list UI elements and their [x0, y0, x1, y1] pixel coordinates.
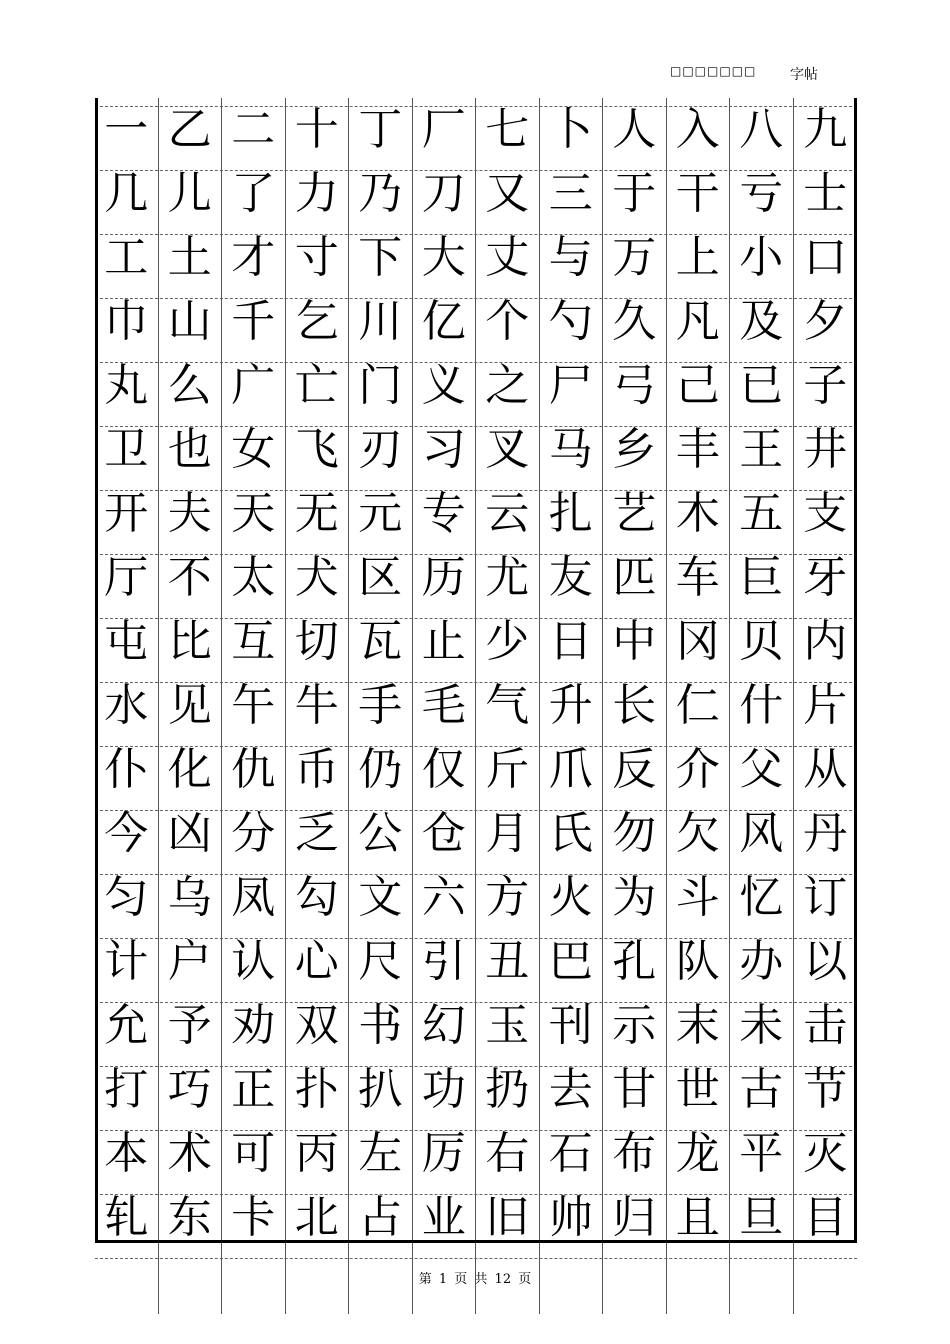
grid-cell: 乏 — [286, 802, 350, 866]
grid-cell: 子 — [803, 360, 848, 411]
grid-cell: 上 — [667, 226, 731, 290]
grid-cell: 历 — [413, 546, 477, 610]
grid-cell: 弓 — [603, 354, 667, 418]
grid-cell: 夫 — [159, 482, 223, 546]
grid-cell: 右 — [476, 1122, 540, 1186]
grid-cell: 长 — [603, 674, 667, 738]
grid-cell: 无 — [286, 482, 350, 546]
grid-cell: 巾 — [95, 290, 159, 354]
grid-cell: 天 — [222, 482, 286, 546]
grid-cell: 十 — [286, 98, 350, 162]
grid-cell: 方 — [476, 866, 540, 930]
grid-cell: 片 — [803, 680, 848, 731]
grid-cell: 可 — [222, 1122, 286, 1186]
grid-cell: 日 — [540, 610, 604, 674]
grid-cell: 人 — [603, 98, 667, 162]
grid-cell: 士 — [803, 168, 848, 219]
grid-cell: 订 — [803, 872, 848, 923]
grid-cell: 儿 — [159, 162, 223, 226]
grid-cell: 支 — [803, 488, 848, 539]
grid-cell: 习 — [413, 418, 477, 482]
grid-cell: 本 — [95, 1122, 159, 1186]
grid-cell: 二 — [222, 98, 286, 162]
grid-cell: 占 — [349, 1186, 413, 1250]
grid-cell: 匀 — [95, 866, 159, 930]
grid-cell: 小 — [730, 226, 794, 290]
grid-cell: 夕 — [803, 296, 848, 347]
grid-cell: 什 — [730, 674, 794, 738]
grid-cell: 打 — [95, 1058, 159, 1122]
grid-cell: 火 — [540, 866, 604, 930]
grid-cell: 干 — [667, 162, 731, 226]
grid-cell: 卫 — [95, 418, 159, 482]
grid-cell: 气 — [476, 674, 540, 738]
grid-cell: 五 — [730, 482, 794, 546]
grid-cell: 灭 — [803, 1128, 848, 1179]
grid-cell: 忆 — [730, 866, 794, 930]
grid-cell: 亿 — [413, 290, 477, 354]
grid-cell: 亡 — [286, 354, 350, 418]
grid-cell: 目 — [803, 1192, 848, 1243]
grid-cell: 功 — [413, 1058, 477, 1122]
grid-cell: 爪 — [540, 738, 604, 802]
grid-cell: 贝 — [730, 610, 794, 674]
grid-cell: 七 — [476, 98, 540, 162]
grid-cell: 丑 — [476, 930, 540, 994]
grid-cell: 仁 — [667, 674, 731, 738]
grid-cell: 帅 — [540, 1186, 604, 1250]
grid-cell: 牛 — [286, 674, 350, 738]
grid-cell: 友 — [540, 546, 604, 610]
grid-cell: 扔 — [476, 1058, 540, 1122]
grid-cell: 水 — [95, 674, 159, 738]
grid-cell: 正 — [222, 1058, 286, 1122]
grid-cell: 队 — [667, 930, 731, 994]
grid-cell: 末 — [667, 994, 731, 1058]
grid-cell: 丙 — [286, 1122, 350, 1186]
grid-cell: 卡 — [222, 1186, 286, 1250]
grid-cell: 氏 — [540, 802, 604, 866]
grid-cell: 已 — [730, 354, 794, 418]
grid-cell: 予 — [159, 994, 223, 1058]
grid-cell: 凤 — [222, 866, 286, 930]
grid-cell: 轧 — [95, 1186, 159, 1250]
grid-cell: 未 — [730, 994, 794, 1058]
grid-cell: 旦 — [730, 1186, 794, 1250]
grid-cell: 业 — [413, 1186, 477, 1250]
grid-cell: 孔 — [603, 930, 667, 994]
grid-cell: 九 — [803, 104, 848, 155]
grid-cell: 尸 — [540, 354, 604, 418]
grid-cell: 尺 — [349, 930, 413, 994]
grid-cell: 才 — [222, 226, 286, 290]
grid-cell: 川 — [349, 290, 413, 354]
grid-cell: 甘 — [603, 1058, 667, 1122]
grid-cell: 仆 — [95, 738, 159, 802]
grid-cell: 计 — [95, 930, 159, 994]
grid-cell: 牙 — [803, 552, 848, 603]
grid-cell: 内 — [803, 616, 848, 667]
grid-cell: 卜 — [540, 98, 604, 162]
grid-cell: 寸 — [286, 226, 350, 290]
grid-cell: 扑 — [286, 1058, 350, 1122]
grid-cell: 木 — [667, 482, 731, 546]
grid-cell: 个 — [476, 290, 540, 354]
grid-cell: 见 — [159, 674, 223, 738]
grid-cell: 于 — [603, 162, 667, 226]
grid-cell: 车 — [667, 546, 731, 610]
grid-cell: 龙 — [667, 1122, 731, 1186]
grid-cell: 玉 — [476, 994, 540, 1058]
grid-cell: 凡 — [667, 290, 731, 354]
grid-cell: 且 — [667, 1186, 731, 1250]
grid-cell: 节 — [803, 1064, 848, 1115]
grid-cell: 劝 — [222, 994, 286, 1058]
grid-cell: 化 — [159, 738, 223, 802]
grid-cell: 斗 — [667, 866, 731, 930]
grid-cell: 丰 — [667, 418, 731, 482]
grid-cell: 旧 — [476, 1186, 540, 1250]
grid-cell: 仓 — [413, 802, 477, 866]
grid-cell: 亏 — [730, 162, 794, 226]
grid-cell: 下 — [349, 226, 413, 290]
grid-cell: 巨 — [730, 546, 794, 610]
grid-cell: 布 — [603, 1122, 667, 1186]
grid-cell: 山 — [159, 290, 223, 354]
grid-cell: 力 — [286, 162, 350, 226]
grid-cell: 丁 — [349, 98, 413, 162]
grid-cell: 止 — [413, 610, 477, 674]
grid-cell: 幻 — [413, 994, 477, 1058]
grid-cell: 少 — [476, 610, 540, 674]
grid-cell: 井 — [803, 424, 848, 475]
grid-cell: 一 — [95, 98, 159, 162]
grid-cell: 去 — [540, 1058, 604, 1122]
grid-cell: 允 — [95, 994, 159, 1058]
grid-cell: 入 — [667, 98, 731, 162]
grid-cell: 乌 — [159, 866, 223, 930]
grid-cell: 文 — [349, 866, 413, 930]
grid-cell: 了 — [222, 162, 286, 226]
grid-cell: 勺 — [540, 290, 604, 354]
grid-cell: 扎 — [540, 482, 604, 546]
grid-cell: 元 — [349, 482, 413, 546]
grid-cell: 匹 — [603, 546, 667, 610]
grid-cell: 六 — [413, 866, 477, 930]
grid-cell: 平 — [730, 1122, 794, 1186]
grid-cell: 厉 — [413, 1122, 477, 1186]
grid-cell: 升 — [540, 674, 604, 738]
grid-cell: 与 — [540, 226, 604, 290]
grid-cell: 为 — [603, 866, 667, 930]
grid-cell: 马 — [540, 418, 604, 482]
grid-cell: 凶 — [159, 802, 223, 866]
grid-cell: 不 — [159, 546, 223, 610]
grid-cell: 左 — [349, 1122, 413, 1186]
grid-cell: 己 — [667, 354, 731, 418]
grid-cell: 石 — [540, 1122, 604, 1186]
grid-cell: 午 — [222, 674, 286, 738]
grid-cell: 币 — [286, 738, 350, 802]
grid-cell: 丸 — [95, 354, 159, 418]
grid-cell: 专 — [413, 482, 477, 546]
grid-cell: 几 — [95, 162, 159, 226]
grid-cell: 也 — [159, 418, 223, 482]
grid-cell: 勾 — [286, 866, 350, 930]
grid-cell: 之 — [476, 354, 540, 418]
grid-cell: 户 — [159, 930, 223, 994]
grid-cell: 义 — [413, 354, 477, 418]
grid-cell: 丹 — [803, 808, 848, 859]
grid-cell: 三 — [540, 162, 604, 226]
grid-cell: 八 — [730, 98, 794, 162]
grid-cell: 世 — [667, 1058, 731, 1122]
grid-cell: 区 — [349, 546, 413, 610]
grid-cell: 厅 — [95, 546, 159, 610]
grid-cell: 巴 — [540, 930, 604, 994]
grid-cell: 尤 — [476, 546, 540, 610]
grid-cell: 仍 — [349, 738, 413, 802]
grid-cell: 从 — [803, 744, 848, 795]
grid-cell: 手 — [349, 674, 413, 738]
grid-cell: 刀 — [413, 162, 477, 226]
grid-cell: 口 — [803, 232, 848, 283]
grid-cell: 归 — [603, 1186, 667, 1250]
grid-cell: 又 — [476, 162, 540, 226]
header-left-text: □□□□□□□ — [670, 64, 757, 78]
header-title: 字帖 — [790, 67, 818, 83]
grid-cell: 巧 — [159, 1058, 223, 1122]
grid-cell: 比 — [159, 610, 223, 674]
grid-cell: 毛 — [413, 674, 477, 738]
grid-cell: 互 — [222, 610, 286, 674]
grid-cell: 犬 — [286, 546, 350, 610]
grid-cell: 艺 — [603, 482, 667, 546]
grid-cells — [95, 98, 857, 1243]
grid-cell: 引 — [413, 930, 477, 994]
grid-cell: 千 — [222, 290, 286, 354]
grid-cell: 屯 — [95, 610, 159, 674]
grid-cell: 开 — [95, 482, 159, 546]
grid-cell: 丈 — [476, 226, 540, 290]
grid-cell: 广 — [222, 354, 286, 418]
page-footer: 第 1 页 共 12 页 — [418, 1272, 532, 1287]
grid-cell: 王 — [730, 418, 794, 482]
grid-cell: 冈 — [667, 610, 731, 674]
grid-cell: 斤 — [476, 738, 540, 802]
grid-cell: 叉 — [476, 418, 540, 482]
grid-cell: 术 — [159, 1122, 223, 1186]
grid-cell: 月 — [476, 802, 540, 866]
grid-cell: 父 — [730, 738, 794, 802]
grid-cell: 乃 — [349, 162, 413, 226]
grid-cell: 风 — [730, 802, 794, 866]
grid-cell: 太 — [222, 546, 286, 610]
grid-cell: 扒 — [349, 1058, 413, 1122]
grid-cell: 介 — [667, 738, 731, 802]
grid-cell: 厂 — [413, 98, 477, 162]
grid-cell: 办 — [730, 930, 794, 994]
grid-cell: 仅 — [413, 738, 477, 802]
grid-cell: 仇 — [222, 738, 286, 802]
grid-cell: 示 — [603, 994, 667, 1058]
grid-cell: 公 — [349, 802, 413, 866]
grid-cell: 书 — [349, 994, 413, 1058]
grid-cell: 门 — [349, 354, 413, 418]
grid-cell: 刊 — [540, 994, 604, 1058]
grid-cell: 双 — [286, 994, 350, 1058]
grid-cell: 认 — [222, 930, 286, 994]
grid-cell: 中 — [603, 610, 667, 674]
grid-cell: 飞 — [286, 418, 350, 482]
grid-cell: 刃 — [349, 418, 413, 482]
grid-cell: 乙 — [159, 98, 223, 162]
grid-cell: 以 — [803, 936, 848, 987]
grid-cell: 工 — [95, 226, 159, 290]
grid-cell: 分 — [222, 802, 286, 866]
grid-cell: 击 — [803, 1000, 848, 1051]
grid-cell: 北 — [286, 1186, 350, 1250]
grid-cell: 反 — [603, 738, 667, 802]
grid-cell: 久 — [603, 290, 667, 354]
grid-cell: 古 — [730, 1058, 794, 1122]
grid-cell: 万 — [603, 226, 667, 290]
grid-cell: 乞 — [286, 290, 350, 354]
grid-cell: 东 — [159, 1186, 223, 1250]
page-header — [0, 64, 950, 84]
character-grid — [95, 98, 857, 1243]
grid-cell: 切 — [286, 610, 350, 674]
grid-cell: 女 — [222, 418, 286, 482]
grid-cell: 乡 — [603, 418, 667, 482]
grid-cell: 心 — [286, 930, 350, 994]
grid-cell: 及 — [730, 290, 794, 354]
grid-cell: 么 — [159, 354, 223, 418]
grid-cell: 瓦 — [349, 610, 413, 674]
grid-cell: 勿 — [603, 802, 667, 866]
grid-cell: 云 — [476, 482, 540, 546]
grid-cell: 今 — [95, 802, 159, 866]
grid-cell: 欠 — [667, 802, 731, 866]
grid-cell: 土 — [159, 226, 223, 290]
grid-cell: 大 — [413, 226, 477, 290]
